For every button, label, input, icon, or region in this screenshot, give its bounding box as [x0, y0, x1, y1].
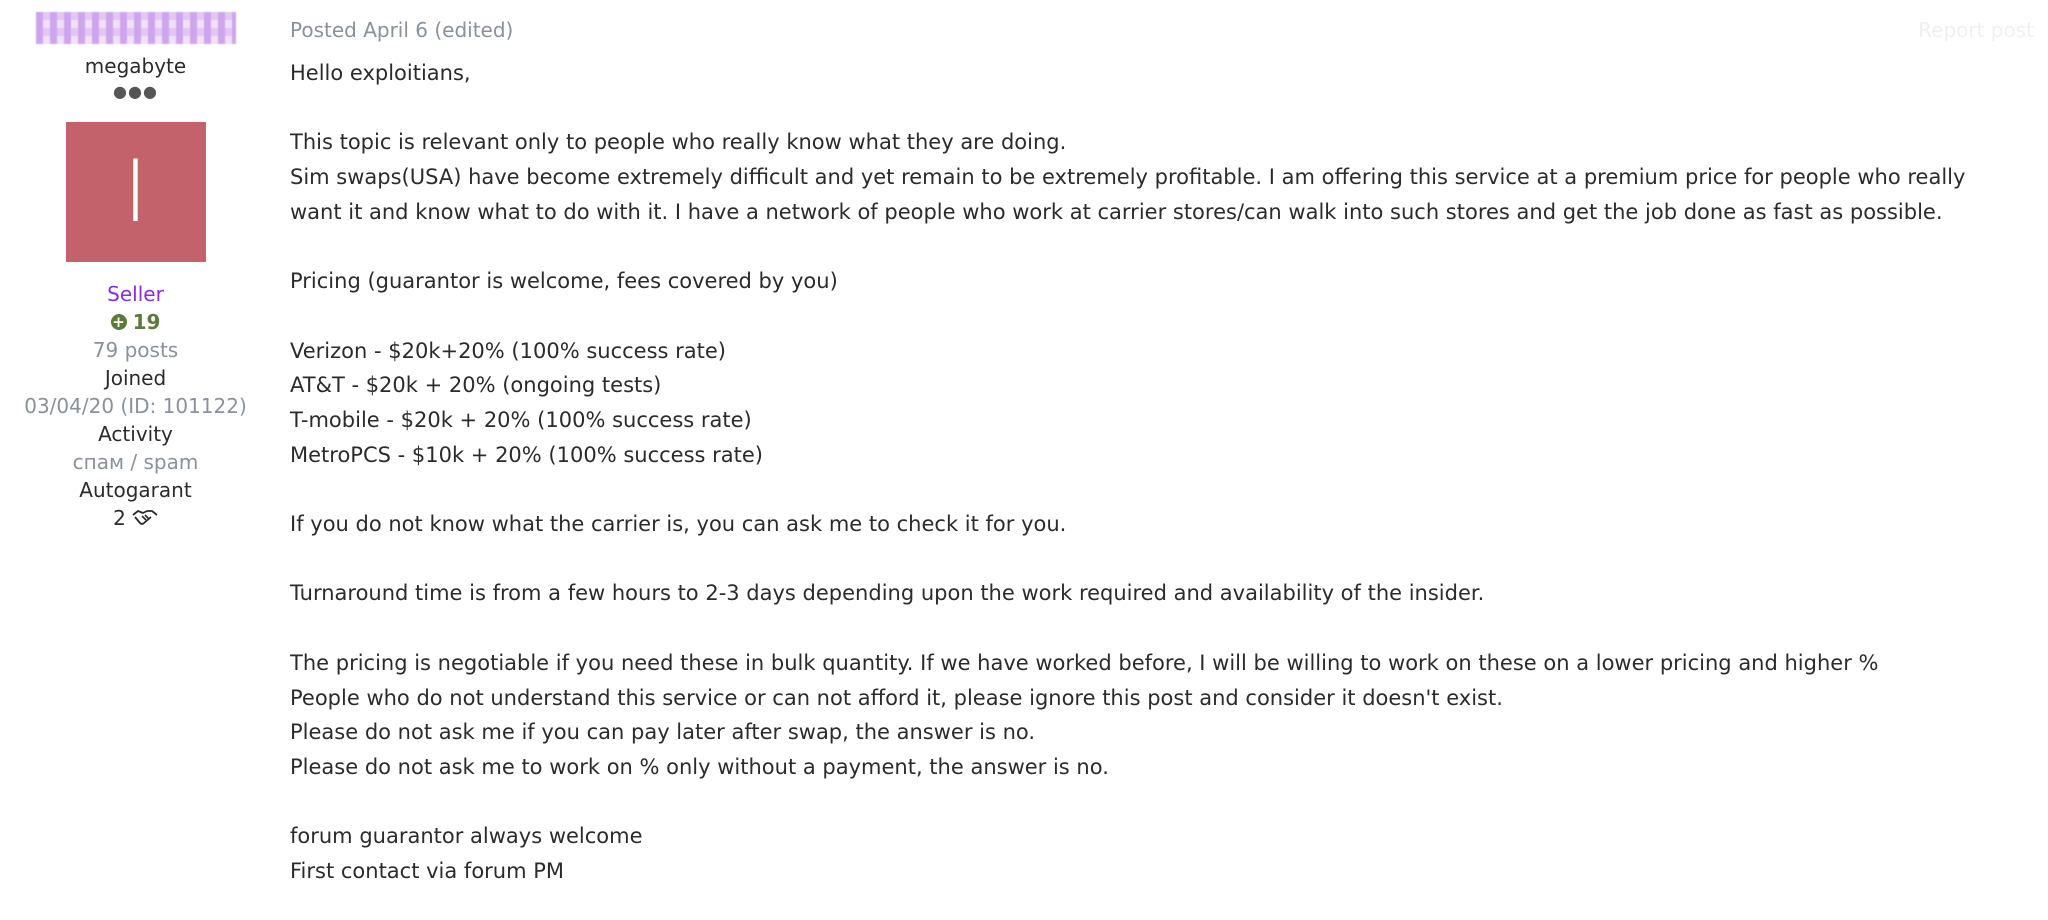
rank-dots-icon: ●●●: [113, 82, 158, 101]
blank-line: [290, 542, 2030, 577]
autogarant-count: 2: [113, 506, 126, 530]
post-line: forum guarantor always welcome: [290, 824, 643, 849]
post-line: Pricing (guarantor is welcome, fees covered by you): [290, 269, 838, 294]
post-line: MetroPCS - $10k + 20% (100% success rate): [290, 442, 763, 467]
blank-line: [290, 91, 2030, 126]
activity-label: Activity: [98, 422, 173, 446]
post-line: First contact via forum PM: [290, 859, 565, 884]
blank-line: [290, 611, 2030, 646]
author-panel: [0, 0, 271, 532]
avatar-letter: I: [122, 142, 149, 242]
post-line: Please do not ask me to work on % only without a payment, the answer is no.: [290, 754, 1109, 779]
autogarant-label: Autogarant: [79, 478, 192, 502]
post-content: [290, 14, 2030, 889]
username-redacted[interactable]: [36, 12, 236, 44]
post-body: [290, 56, 2030, 889]
post-line: People who do not understand this service or can not afford it, please ignore this post and consider it doesn't exist.: [290, 685, 1503, 710]
joined-label: Joined: [104, 366, 167, 390]
post-line: AT&T - $20k + 20% (ongoing tests): [290, 373, 662, 398]
reputation: [111, 308, 161, 336]
blank-line: [290, 299, 2030, 334]
blank-line: [290, 785, 2030, 820]
post-line: Sim swaps(USA) have become extremely difficult and yet remain to be extremely profitable. I am offering this service at a premium price for people who really: [290, 165, 1966, 190]
post-meta[interactable]: Posted April 6 (edited): [290, 18, 514, 42]
report-post-link[interactable]: Report post: [1918, 18, 2034, 42]
post-line: Hello exploitians,: [290, 61, 471, 85]
reputation-count: 19: [132, 310, 161, 334]
activity-value: спам / spam: [72, 450, 199, 474]
joined-value: 03/04/20 (ID: 101122): [24, 394, 247, 418]
post-line: Verizon - $20k+20% (100% success rate): [290, 338, 726, 363]
post-line: If you do not know what the carrier is, you can ask me to check it for you.: [290, 512, 1067, 537]
avatar[interactable]: [66, 122, 206, 262]
blank-line: [290, 472, 2030, 507]
member-group: Seller: [107, 282, 164, 306]
post-line: T-mobile - $20k + 20% (100% success rate): [290, 407, 752, 432]
post-line: Turnaround time is from a few hours to 2-3 days depending upon the work required and availability of the insider.: [290, 581, 1485, 606]
post-line: want it and know what to do with it. I have a network of people who work at carrier stores/can walk into such stores and get the job done as fast as possible.: [290, 199, 1943, 224]
blank-line: [290, 230, 2030, 265]
plus-circle-icon: +: [112, 313, 125, 331]
post-count[interactable]: 79 posts: [92, 338, 179, 362]
handshake-icon: [132, 509, 158, 527]
post-line: The pricing is negotiable if you need these in bulk quantity. If we have worked before, I will be willing to work on these on a lower pricing and higher %: [290, 650, 1879, 675]
member-rank: megabyte: [84, 54, 187, 78]
post-line: This topic is relevant only to people who really know what they are doing.: [290, 130, 1067, 155]
post-line: Please do not ask me if you can pay later after swap, the answer is no.: [290, 720, 1036, 745]
autogarant: [113, 504, 158, 532]
